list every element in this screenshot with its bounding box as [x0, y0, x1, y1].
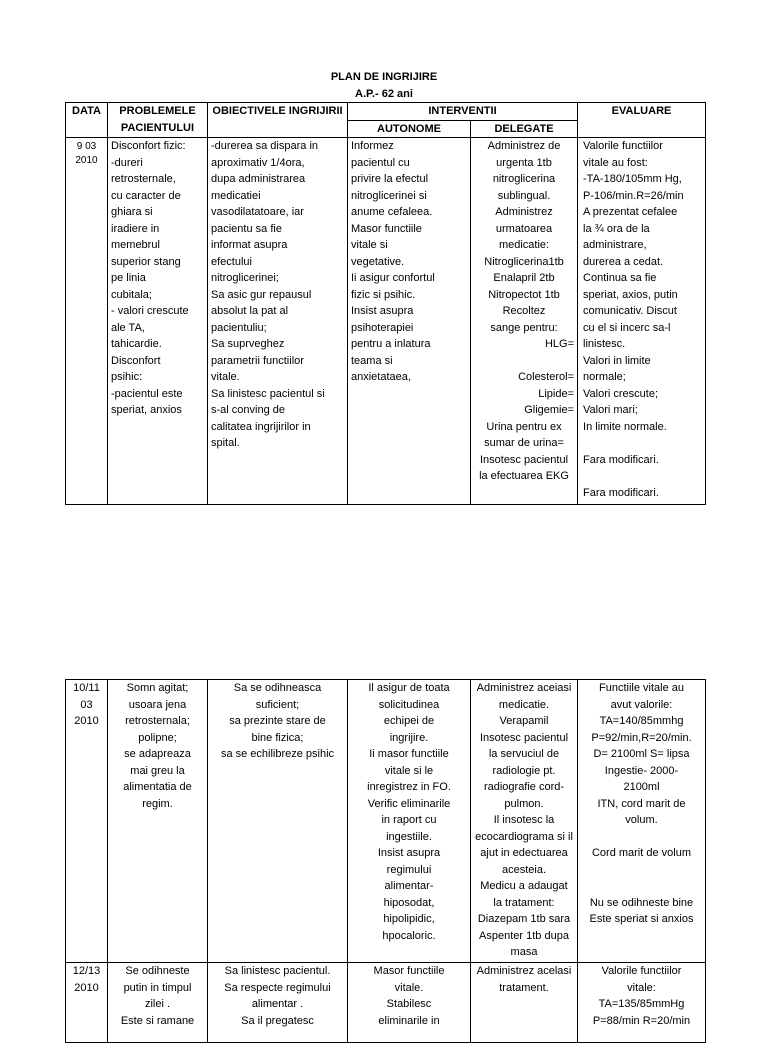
row3-delegated — [471, 963, 578, 1043]
text-line: Valorile functiilor — [601, 965, 682, 977]
text-line: Continua sa fie — [583, 272, 657, 284]
text-line: ingrijire. — [389, 731, 429, 744]
text-line: medicatie: — [498, 239, 550, 251]
text-line: Este si ramane — [120, 1014, 195, 1027]
text-line: Stabilesc — [386, 998, 432, 1010]
text-line: vitale. — [211, 371, 240, 383]
text-line: regim. — [142, 797, 173, 810]
text-line: Sa se odihneasca — [233, 682, 322, 694]
text-line: cu caracter de — [111, 189, 181, 202]
text-line: Sa linistesc pacientul. — [224, 965, 331, 977]
text-line: Fara modificari. — [583, 486, 659, 499]
text-line: Sa respecte regimului — [224, 981, 331, 994]
text-line: anxietataea, — [351, 371, 411, 383]
text-line: eliminarile in — [378, 1014, 440, 1027]
text-line: ale TA, — [111, 321, 145, 334]
text-line: la tratament: — [493, 896, 555, 909]
text-line: regimului — [386, 863, 432, 876]
text-line: 10/11 — [73, 682, 100, 694]
text-line: D= 2100ml S= lipsa — [593, 748, 690, 760]
text-line: ecocardiograma si il — [475, 830, 573, 843]
text-line: calitatea ingrijirilor in — [211, 420, 311, 433]
text-line: alimentatia de — [123, 781, 192, 793]
text-line: spital. — [211, 437, 240, 449]
text-line: - valori crescute — [111, 305, 189, 317]
text-line: Valorile functiilor — [583, 140, 663, 152]
text-line: Nitroglicerina1tb — [484, 255, 564, 268]
header-autonome: AUTONOME — [348, 120, 471, 138]
text-line: alimentar- — [384, 880, 434, 892]
text-line: 2010 — [74, 981, 99, 994]
text-line: sa se echilibreze psihic — [220, 748, 335, 760]
text-line: pacientuliu; — [211, 321, 267, 334]
text-line: fizic si psihic. — [351, 288, 416, 301]
text-line: sublingual. — [497, 189, 551, 202]
text-line: Il asigur de toata — [368, 682, 450, 694]
text-line: Medicu a adaugat — [480, 880, 568, 892]
row3-autonomous — [348, 963, 471, 1043]
header-data: DATA — [66, 103, 108, 138]
text-line: Verific eliminarile — [367, 797, 451, 810]
text-line: Disconfort fizic: — [111, 140, 186, 152]
text-line: vitale: — [627, 981, 656, 994]
text-line: sumar de urina= — [484, 437, 564, 449]
text-line: Este speriat si anxios — [589, 913, 694, 925]
text-line: Nitropectot 1tb — [488, 288, 560, 301]
text-line: Ii asigur confortul — [351, 272, 435, 284]
text-line: vitale. — [394, 981, 424, 994]
text-line: Administrez acelasi — [476, 965, 572, 977]
text-line: Sa linistesc pacientul si — [211, 387, 325, 400]
text-line: s-al conving de — [211, 404, 285, 416]
text-line: tratament. — [499, 981, 549, 994]
text-line: Disconfort — [111, 354, 161, 367]
text-line: -pacientul este — [111, 387, 183, 400]
text-line: 2100ml — [623, 781, 660, 793]
row3-objectives — [208, 963, 348, 1043]
text-line: Masor functiile — [351, 222, 422, 235]
text-line: Administrez aceiasi — [476, 682, 572, 694]
text-line: suficient; — [255, 698, 300, 711]
text-line: urmatoarea — [495, 222, 553, 235]
text-line: in raport cu — [381, 814, 437, 826]
row2-problems — [108, 680, 208, 963]
text-line: parametrii functiilor — [211, 354, 304, 367]
text-line: Informez — [351, 140, 394, 152]
text-line: 12/13 — [72, 965, 101, 977]
text-line: solicitudinea — [378, 698, 440, 711]
text-line: usoara jena — [128, 698, 187, 711]
row1-evaluation — [578, 138, 706, 505]
text-line: Gligemie= — [524, 404, 575, 416]
text-line: efectului — [211, 255, 252, 268]
text-line: 9 03 — [76, 141, 97, 152]
text-line: Somn agitat; — [126, 682, 189, 694]
text-line: radiografie cord- — [483, 781, 565, 793]
header-obiectivele: OBIECTIVELE INGRIJIRII — [208, 103, 348, 138]
row2-objectives — [208, 680, 348, 963]
text-line: Cord marit de volum — [591, 847, 692, 859]
text-line: In limite normale. — [583, 420, 667, 433]
text-line: aproximativ 1/4ora, — [211, 156, 305, 169]
text-line: ingestiile. — [386, 830, 432, 843]
text-line: -TA-180/105mm Hg, — [583, 173, 682, 185]
header-evaluare: EVALUARE — [578, 103, 706, 138]
text-line: TA=135/85mmHg — [598, 998, 685, 1010]
text-line: Valori crescute; — [583, 387, 659, 400]
text-line: 2010 — [75, 155, 98, 166]
text-line: inregistrez in FO. — [367, 781, 451, 793]
text-line: Nu se odihneste bine — [589, 896, 694, 909]
text-line: psihoterapiei — [351, 321, 414, 334]
row1-delegated-hlg: HLG= — [544, 338, 575, 350]
text-line: privire la efectul — [351, 173, 429, 185]
text-line: comunicativ. Discut — [583, 305, 677, 317]
text-line: superior stang — [111, 255, 181, 268]
text-line: absolut la pat al — [211, 305, 289, 317]
text-line: Masor functiile — [373, 965, 445, 977]
text-line: -dureri — [111, 156, 143, 169]
text-line: polipne; — [138, 731, 177, 744]
text-line: Ingestie- 2000- — [604, 764, 679, 777]
text-line: masa — [510, 946, 538, 958]
care-plan-table-continued — [65, 679, 706, 1043]
text-line: psihic: — [111, 371, 143, 383]
text-line: Lipide= — [538, 387, 575, 400]
text-line: anume cefaleea. — [351, 206, 433, 218]
text-line: bine fizica; — [251, 731, 304, 744]
text-line: Il insotesc la — [493, 814, 555, 826]
text-line: Colesterol= — [518, 371, 575, 383]
row3-date — [66, 963, 108, 1043]
row3-evaluation — [578, 963, 706, 1043]
text-line: 03 — [80, 698, 93, 711]
text-line: Urina pentru ex — [486, 420, 562, 433]
text-line: Sa asic gur repausul — [211, 288, 312, 301]
text-line: durerea a cedat. — [583, 255, 664, 268]
text-line: nitroglicerinei si — [351, 189, 427, 202]
row2-evaluation — [578, 680, 706, 963]
text-line: echipei de — [383, 715, 435, 727]
text-line: medicatie. — [498, 698, 550, 711]
text-line: cubitala; — [111, 288, 152, 301]
text-line: dupa administrarea — [211, 173, 306, 185]
text-line: pentru a inlatura — [351, 338, 431, 350]
text-line: la servuciul de — [488, 748, 560, 760]
text-line: zilei . — [144, 998, 171, 1010]
text-line: Recoltez — [502, 305, 546, 317]
text-line: hpocaloric. — [382, 929, 436, 942]
text-line: nitroglicerina — [492, 173, 556, 185]
text-line: volum. — [625, 814, 658, 826]
text-line: P=88/min R=20/min — [592, 1014, 691, 1027]
text-line: pe linia — [111, 272, 146, 284]
text-line: -durerea sa dispara in — [211, 140, 319, 152]
row3-problems — [108, 963, 208, 1043]
text-line: alimentar . — [251, 998, 304, 1010]
text-line: informat asupra — [211, 239, 288, 251]
text-line: ghiara si — [111, 206, 153, 218]
text-line: putin in timpul — [123, 981, 192, 994]
text-line: Sa il pregatesc — [241, 1014, 314, 1027]
text-line: vasodilatatoare, iar — [211, 206, 304, 218]
text-line: Functiile vitale au — [599, 682, 684, 694]
row2-date — [66, 680, 108, 963]
text-line: Administrez — [495, 206, 553, 218]
text-line: 2010 — [74, 715, 99, 727]
text-line: pulmon. — [504, 797, 544, 810]
row1-delegated — [471, 138, 578, 505]
text-line: iradiere in — [111, 222, 160, 235]
text-line: tahicardie. — [111, 338, 162, 350]
text-line: speriat, axios, putin — [583, 288, 678, 301]
text-line: Insist asupra — [377, 847, 441, 859]
text-line: retrosternala; — [125, 715, 190, 727]
row2-delegated — [471, 680, 578, 963]
row1-objectives — [208, 138, 348, 505]
text-line: ajut in edectuarea — [480, 847, 568, 859]
text-line: nitroglicerinei; — [211, 272, 279, 284]
header-delegate: DELEGATE — [471, 120, 578, 138]
text-line: Insist asupra — [351, 305, 414, 317]
text-line: vitale si le — [384, 764, 434, 777]
text-line: P-106/min.R=26/min — [583, 189, 684, 202]
text-line: la efectuarea EKG — [479, 470, 569, 482]
text-line: cu el si incerc sa-l — [583, 321, 671, 334]
text-line: Insotesc pacientul — [479, 453, 569, 466]
text-line: Verapamil — [499, 715, 549, 727]
text-line: P=92/min,R=20/min. — [591, 731, 692, 744]
text-line: A prezentat cefalee — [583, 206, 678, 218]
text-line: administrare, — [583, 239, 647, 251]
document-title: PLAN DE INGRIJIRE — [330, 71, 438, 83]
text-line: Ii masor functiile — [369, 748, 449, 760]
row2-autonomous — [348, 680, 471, 963]
text-line: medicatiei — [211, 189, 261, 202]
text-line: radiologie pt. — [492, 764, 556, 777]
text-line: linistesc. — [583, 338, 626, 350]
row1-date — [66, 138, 108, 505]
text-line: pacientul cu — [351, 156, 410, 169]
text-line: se adapreaza — [124, 748, 191, 760]
text-line: vitale au fost: — [583, 156, 648, 169]
text-line: TA=140/85mmhg — [599, 715, 684, 727]
text-line: la ¾ ora de la — [583, 222, 650, 235]
row1-autonomous — [348, 138, 471, 505]
text-line: Diazepam 1tb sara — [477, 913, 571, 925]
text-line: Se odihneste — [125, 965, 190, 977]
text-line: memebrul — [111, 239, 160, 251]
text-line: speriat, anxios — [111, 404, 182, 416]
text-line: vegetative. — [351, 255, 405, 268]
care-plan-table — [65, 102, 706, 505]
row1-problems — [108, 138, 208, 505]
text-line: hipolipidic, — [383, 913, 435, 925]
header-problemele: PROBLEMELE PACIENTULUI — [108, 103, 208, 138]
text-line: mai greu la — [130, 764, 185, 777]
text-line: teama si — [351, 354, 393, 367]
text-line: Valori in limite — [583, 354, 651, 367]
text-line: hiposodat, — [383, 896, 435, 909]
text-line: ITN, cord marit de — [597, 797, 686, 810]
text-line: pacientu sa fie — [211, 222, 282, 235]
header-interventii: INTERVENTII — [348, 103, 578, 121]
text-line: Fara modificari. — [583, 453, 659, 466]
text-line: Sa suprveghez — [211, 338, 285, 350]
text-line: avut valorile: — [610, 698, 673, 711]
text-line: Insotesc pacientul — [479, 731, 569, 744]
text-line: Valori mari; — [583, 404, 638, 416]
text-line: sange pentru: — [490, 321, 558, 334]
document-subtitle: A.P.- 62 ani — [355, 88, 413, 100]
text-line: Enalapril 2tb — [493, 272, 555, 284]
text-line: acesteia. — [501, 863, 547, 876]
text-line: normale; — [583, 371, 626, 383]
text-line: Administrez de — [487, 140, 561, 152]
text-line: retrosternale, — [111, 173, 176, 185]
text-line: sa prezinte stare de — [229, 715, 326, 727]
text-line: urgenta 1tb — [496, 156, 552, 169]
text-line: Aspenter 1tb dupa — [479, 929, 569, 942]
text-line: vitale si — [351, 239, 388, 251]
